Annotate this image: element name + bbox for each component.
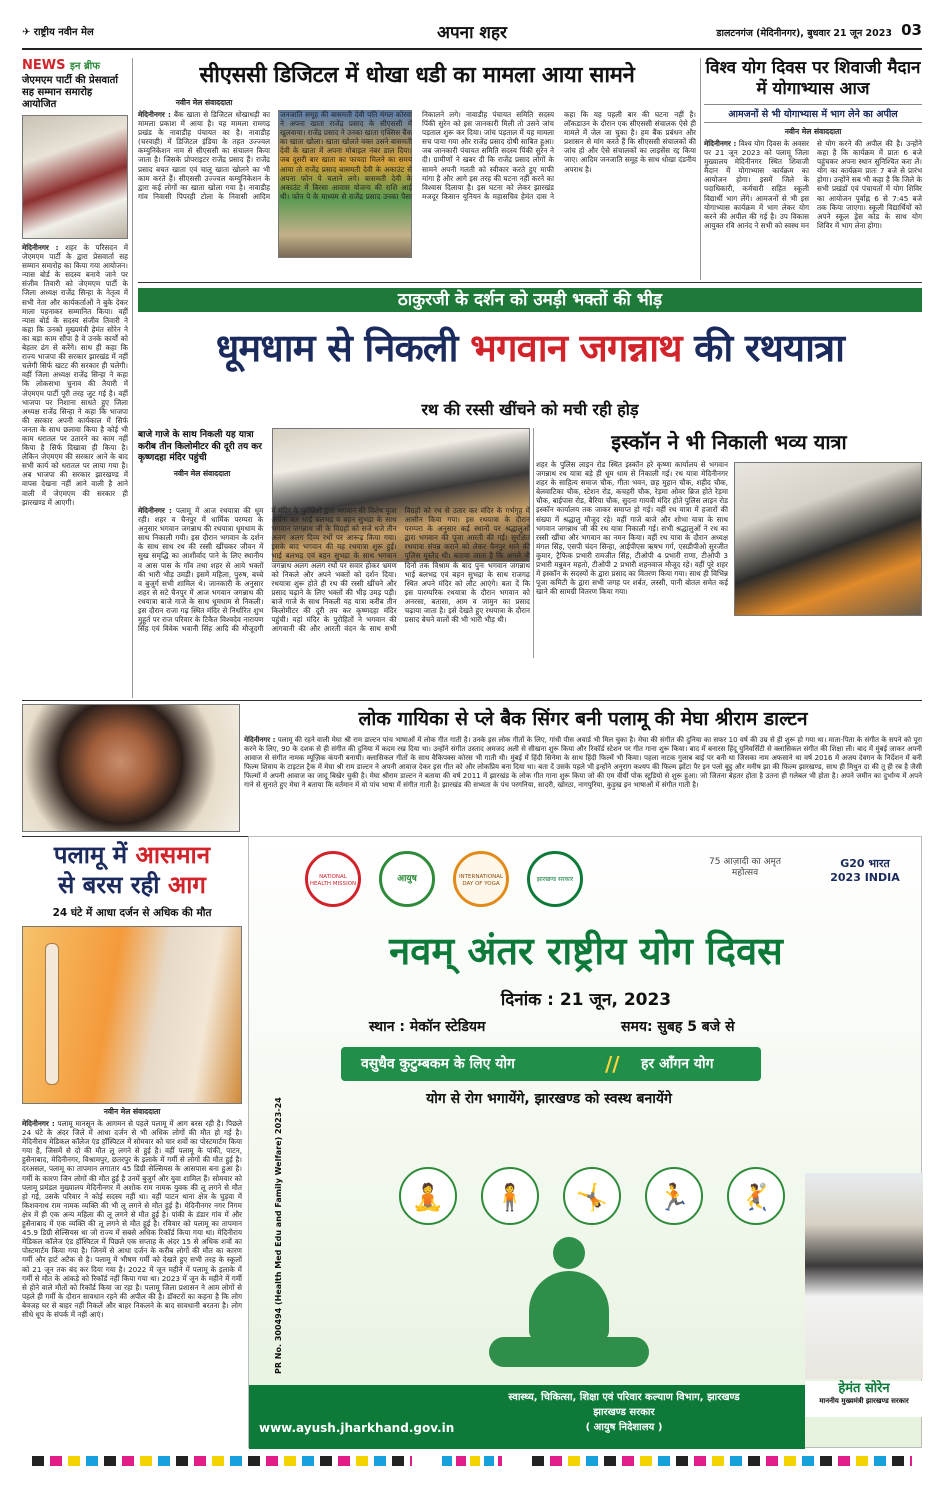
heat-headline-2a: से बरस रही: [58, 870, 168, 899]
nhm-logo-label: NATIONAL HEALTH MISSION: [309, 874, 357, 887]
yoga-story-text: विश्व योग दिवस के अवसर पर 21 जून 2023 को पलामू जिला मुख्यालय मेदिनीनगर स्थित शिवाजी मैदान में योगाभ्यास कार्यक्रम का आयोजन होगा। इसमें जिले के पदाधिकारी, कर्मचारी सहित स्कूली विद्यार्थी भाग लेंगे। आमजनों से भी इस योगाभ्यास कार्यक्रम में भाग लेकर योग करने की अपील की गई है। उप विकास आयुक्त रवि आनंद ने सभी को स्वस्थ मन से योग करने की अपील की है। उन्होंने कहा है कि कार्यक्रम में प्रातः 6 बजे पहुंचकर अपना स्थान सुनिश्चित करा लें। योग का कार्यक्रम प्रातः 7 बजे से प्रारंभ होगा। उन्होंने सब भी कहा है कि जिले के सभी प्रखंडों एवं पंचायतों में योग शिविर का आयोजन पूर्वाह्न 6 से 7:45 बजे तक किया जाएगा। स्कूली विद्यार्थियों को अपने स्कूल ड्रेस कोड के साथ योग शिविर में भाग लेना होगा।: [704, 139, 922, 230]
yoga-pose-icon: 🤾: [727, 1167, 785, 1225]
paper-name: राष्ट्रीय नवीन मेल: [33, 27, 94, 38]
lead-story: [138, 58, 696, 278]
rath-text: पलामू में आज रथयात्रा की धूम रही। शहर व चैनपुर में धार्मिक परम्परा के अनुसार भगवान जगन्नाथ की रथयात्रा धूमधाम के साथ निकाली गयी। इस दौरान भगवान के दर्शन के साथ साथ रथ की रस्सी खींचकर जीवन में सुख समृद्धि का आशीर्वाद पाने के लिए स्थानीय व आस पास के गाँव तथा शहर से आये भक्तों की भारी भीड़ उमड़ी। इसमें महिला, पुरुष, बच्चे व बुजुर्ग सभी शामिल थे। जानकारी के अनुसार शहर से सटे चैनपुर में आज भगवान जगन्नाथ की रथयात्रा बाजे गाजे के साथ धूमधाम से निकली। इस दौरान राजा गढ़ स्थित मंदिर से निर्धारित शुभ मुहूर्त पर राज परिवार के टिकैत विश्वदेव नारायण सिंह एवं विवेक भवानी सिंह आदि की मौजूदगी में मंदिर के पुरोहितों द्वारा भगवान की विशेष पूजा अर्चना कर भाई बलभद्र व बहन सुभद्रा के साथ भगवान जगन्नाथ जी के विग्रहों को सजे धजे तीन अलग अलग दिव्य रथों पर आरूढ़ किया गया। इसके बाद भगवान की यह रथयात्रा शुरू हुई। भाई बलभद्र एवं बहन सुभद्रा के साथ भगवान जगन्नाथ अलग अलग रथों पर सवार होकर भ्रमण को निकले और अपने भक्तों को दर्शन दिया। रथयात्रा शुरू होते ही रथ की रस्सी खींचने और प्रसाद चढ़ाने के लिए भक्तों की भीड़ उमड़ पड़ी। बाजे गाजे के साथ निकली यह यात्रा करीब तीन किलोमीटर की दूरी तय कर कृष्णदहा मंदिर पहुंची। यहां मंदिर के पुरोहितों ने भगवान की आगवानी की और आरती वंदन के साथ सभी विग्रहों को रथ से उतार कर मंदिर के गर्भगृह में आसीन किया गया। इस रथयात्रा के दौरान परम्परा के अनुसार कई स्थानों पर श्रद्धालुओं द्वारा भगवान की पूजा आरती की गई। सुरक्षित रथयात्रा संपन्न कराने को लेकर चैनपुर थाने की पुलिस मुस्तैद थी। बताया जाता है कि अगले नौ दिनों तक विश्राम के बाद पुनः भगवान जगन्नाथ भाई बलभद्र एवं बहन सुभद्रा के साथ राजगढ़ स्थित अपने मंदिर को लौट आएंगे। बता दें कि इस पारम्परिक रथयात्रा के दौरान भगवान को अनरसा, बतासा, आम व जामुन का प्रसाद चढ़ाया जाता है। इसे देखते हुए रथयात्रा के दौरान प्रसाद बेचने वालों की भी भारी भीड़ थी।: [138, 506, 530, 634]
rath-headline-part3: की रथयात्रा: [681, 325, 845, 370]
rath-place: मेदिनीनगर :: [138, 506, 172, 515]
iskcon-photo: [734, 462, 922, 616]
iskcon-headline: इस्कॉन ने भी निकाली भव्य यात्रा: [611, 430, 847, 454]
rath-iskcon-rule: [533, 428, 534, 658]
heat-subhead: 24 घंटे में आधा दर्जन से अधिक की मौत: [52, 907, 212, 919]
ad-theme-left: वसुधैव कुटुम्बकम के लिए योग: [361, 1056, 515, 1072]
ayush-logo-label: आयुष: [397, 874, 417, 884]
dateline: डालटनगंज (मेदिनीनगर), बुधवार 21 जून 2023: [716, 28, 892, 39]
rath-top-rule: [138, 282, 922, 283]
ad-time: समय: सुबह 5 बजे से: [621, 1019, 735, 1035]
ad-logo-row: [305, 851, 905, 915]
ad-directorate: ( आयुष निदेशालय ): [585, 1422, 663, 1433]
rath-headline-part1: धूमधाम से निकली: [215, 325, 471, 370]
lead-story-place: मेदिनीनगर :: [138, 110, 171, 119]
lead-story-headline: सीएससी डिजिटल में धोखा धडी का मामला आया सामने: [199, 62, 635, 88]
yoga-story-place: मेदिनीनगर :: [704, 139, 737, 148]
heat-headline-1a: पलामू में: [53, 840, 136, 869]
rath-byline: नवीन मेल संवाददाता: [173, 468, 231, 478]
news-brief-headline: जेएमएम पार्टी की प्रेसवार्ता सह सम्मान समारोह आयोजित: [22, 75, 118, 110]
g20-logo-label: G20 भारत 2023 INDIA: [830, 857, 900, 884]
masthead: [22, 18, 922, 48]
yoga-story-subhead: आमजनों से भी योगाभ्यास में भाग लेने का अपील: [704, 104, 922, 123]
singer-text: पलामू की रहने वाली मेघा श्री राम डाल्टन पांच भाषाओं में लोक गीत गाती है। उनके इस लोक गीतों के लिए, गांधी पीस अवार्ड भी मिल चुका है। मेघा की संगीत की दुनिया का सफर 10 वर्ष की उम्र से ही शुरू हो गया था। माता-पिता के संगीत के सपने को पूरा करने के लिए, 90 के दशक से ही संगीत की दुनिया में कदम रख दिया था। उन्होंने संगीत उस्ताद अमजद अली से सीखना शुरू किया और रिकॉर्ड स्टेशन पर गीत गाना शुरू किया। बाद में बनारस हिंदू युनिवर्सिटी से क्लासिकल संगीत की शिक्षा ली। बाद में मुंबई जाकर अपनी आवाज से संगीत नामक म्यूज़िक कंपनी बनायी। क्लासिकल गीतों के साथ वैकिपक्स कोरस भी गाती थी। मुंबई में हिंदी सिनेमा के साथ हिंदी फिल्में भी किया। पहला नाटक गुलाब बाई पर बनी था जिसका नाम अफसाने था वर्ष 2016 में अजय देवगन के निर्देशन में बनी फिल्म शिवाय के टाइटल ट्रैक में मेघा श्री राम डाल्टन ने अपनी आवाज देकर इस गीत को और लोकप्रिय बना दिया था। बता दें उसके पहले भी इन्होंने अनुराग कश्यप की फिल्म झोंटा पैर इन पलो बुट्ठ और मनीष झा की फिल्म झारखण्ड, साथ ही मिथुन दा की तू ही रब है जैसी फिल्मों में अपनी आवाज का जादू बिखेर चुकी है। मेघा श्रीराम डाल्टन ने बताया की वर्ष 2011 में झारखंड के लोक गीत गाना शुरू किया जो की एम वीर्यी पोक स्टूडियो से शुरू हुआ। जो जितना बेहतर होता है उतना ही गलेबल भी होता है। अपने जमीन का दुर्भाग्य में अपने गाने से सुनाते हुए मेघा ने बताया कि वर्तमान में वो पांच भाषा में संगीत गाती है। झारखंड की सभ्यता के पंच परगनिया, सादरी, खोरठा, नागपुरिया, कुड़ुख इन भाषाओं में संगीत गाती है।: [244, 736, 923, 789]
yoga-pose-icon: 🤸: [563, 1167, 621, 1225]
iskcon-section: [536, 428, 922, 698]
heat-headline-2b: आग: [167, 870, 206, 899]
idy-logo: [453, 851, 509, 907]
figure-head: [553, 1237, 585, 1269]
cm-name: हेमंत सोरेन: [838, 1381, 890, 1396]
ad-date: दिनांक : 21 जून, 2023: [500, 990, 672, 1010]
lead-story-body: [138, 110, 696, 276]
ad-theme-divider: //: [605, 1052, 620, 1076]
rath-side-headline: बाजे गाजे के साथ निकली यह यात्रा करीब तीन किलोमीटर की दूरी तय कर कृष्णदहा मंदिर पहुंची: [138, 430, 262, 463]
heat-headline-1b: आसमान: [135, 840, 211, 869]
heat-place: मेदिनीनगर :: [22, 1119, 55, 1128]
yoga-story-headline: विश्व योग दिवस पर शिवाजी मैदान में योगाभ्यास आज: [705, 58, 921, 99]
cm-photo: [805, 1173, 923, 1379]
rath-headline: [138, 318, 922, 378]
iskcon-text: शहर के पुलिस लाइन रोड स्थित इस्कॉन हरे कृष्णा कार्यालय से भगवान जगन्नाथ रथ यात्रा बड़े ही धूम धाम से निकाली गई। रथ यात्रा मेदिनीनगर शहर के साहित्य समाज चौक, गीता भवन, छह मुहान चौक, शहीद चौक, बेलवाटिका चौक, स्टेशन रोड, कचहरी चौक, रेड़मा ओवर ब्रिज होते रेड़मा चौक, बाईपास रोड, बैरिया चौक, सुदना गायत्री मंदिर होते पुलिस लाइन रोड इस्कॉन कार्यालय तक जाकर समाप्त हो गई। वहीं रथ यात्रा में हजारों की संख्या में श्रद्धालु मौजूद रहे। वहीं गाजे बाजे और शोभा यात्रा के साथ भगवान जगन्नाथ जी की रथ यात्रा निकाली गई। सभी श्रद्धालुओं ने रथ का रस्सी खींचा और भगवान का नमन किया। वहीं रथ यात्रा के दौरान अध्यक्ष मंगल सिंह, एसपी चंदन सिन्हा, आईपीएस ऋषभ गर्ग, एसडीपीओ सुरजीत कुमार, ट्रैफिक प्रभारी रामजीत सिंह, टीओपी 4 प्रभारी राणा, टीओपी 3 प्रभारी मन्नुवन महतो, टीओपी 2 प्रभारी शहनवाज मौजूद रहे। वहीं पूरे शहर में इस्कॉन के सदस्यों के द्वारा प्रसाद का वितरण किया गया। साथ ही विभिन्न पूजा कमिटी के द्वारा सभी जगह पर शर्बत, लस्सी, पानी बोतल समेत कई खाने की सामग्री वितरण किया गया।: [536, 460, 728, 597]
news-brief-text: शहर के परिसदन में जेएमएम पार्टी के द्वारा प्रेसवार्ता सह सम्मान समारोह का किया गया आयोजन। न्यास बोर्ड के सदस्य बनाये जाने पर संजीव तिवारी को जेएमएम पार्टी के जिला अध्यक्ष राजेंद्र सिन्हा के नेतृत्व में सभी नेता और कार्यकर्ताओं ने बुके देकर माला पहनाकर सम्मानित किया। वहीं न्यास बोर्ड के सदस्य संजीव तिवारी ने कहा कि उनको मुख्यमंत्री हेमंत सोरेन ने का बड़ा काम सौंपा है वे उनके कार्यों को बेहतर ढंग से करेंगे। साथ ही कहा कि राज्य भाजपा की सरकार झारखंड में नहीं चलेगी सिर्फ खटट की सरकार ही चलेगी। वहीं जिला अध्यक्ष राजेंद्र सिन्हा ने कहा कि लोकसभा चुनाव की तैयारी में जेएमएम पार्टी पूरी तरह जुट गई है। वहीं भाजपा पर निशाना साधते हुए जिला अध्यक्ष राजेंद्र सिन्हा ने कहा कि भाजपा की सरकार अपनी कार्यकाल में सिर्फ जनता के साथ छलावा किया है कोई भी काम धरातल पर उतारने का काम नहीं किया है सिर्फ दिखावा ही किया है। लेकिन जेएमएम की सरकार आने के बाद सभी कार्य को धरातल पर लाया गया है। अब भाजपा की सरकार झारखण्ड में वापस देखना नहीं आने वाली है आने वाली में जेएमएम की सरकार ही झारखण्ड में आएगी।: [22, 243, 128, 507]
yoga-pose-icon: 🏃: [645, 1167, 703, 1225]
news-label: NEWS: [22, 58, 66, 73]
paper-logo: [22, 24, 142, 40]
lead-story-text: बैंक खाता से डिजिटल धोखाधड़ी का मामला प्रकाश में आया है। यह मामला रामगढ़ प्रखंड के नावाडीह पंचायत का है। नावाडीह (चरवाही) में डिजिटल इंडिया के तहत उज्ज्वल कम्युनिकेशन नाम से सीएससी का संचालन किया जाता है। जिसके प्रोपराइटर राजेंद्र प्रसाद हैं। राजेंद्र प्रसाद बचत खाता एवं चालू खाता खोलने का भी काम करते हैं। सीएससी उज्ज्वल कम्युनिकेशन के द्वारा कई लोगों का खाता खोला गया है। नावाडीह गांव निवासी पिपरही टोला के निवासी आदिम जनजाति समूह की बासमती देवी पति मंगल कोरवा ने अपना खाता राजेंद्र प्रसाद के सीएससी में खुलवाया। राजेंद्र प्रसाद ने उनका खाता एक्सिस बैंक का खाता खोला। खाता खोलते वक्त उसने बासमती देवी के खाता में अपना मोबाइल नंबर डाल दिया। जब दूसरी बार खाता का फायदा मिलने का समय आया तो राजेंद्र प्रसाद बासमती देवी के अकाउंट से अपना फोन पे चलाने लगे। बासमती देवी के अकाउंट में बिरसा आवास योजना की राशि आई थी। फोन पे के माध्यम से राजेंद्र प्रसाद उनका पैसा निकालने लगे। नावाडीह पंचायत समिति सदस्य पिंकी सुरेन को इस जानकारी मिली तो उसने जांच पड़ताल शुरू कर दिया। जांच पड़ताल में यह मामला सच पाया गया और राजेंद्र प्रसाद दोषी साबित हुआ। जब जानकारी पंचायत समिति सदस्य पिंकी सुरेन ने दी। ग्रामीणों ने खबर दी कि राजेंद्र प्रसाद लोगों के सामने अपनी गलती को स्वीकार करते हुए माफी मांगा है और आगे इस तरह की घटना नहीं करने का विश्वास दिलाया है। इस घटना को लेकर झारखंड मजदूर किसान यूनियन के महासचिव हेमंत दास ने कहा कि यह पहली बार की घटना नहीं है। लॉकडाउन के दौरान एक सीएससी संचालक ऐसे ही मामले में जेल जा चुका है। हम बैंक प्रबंधन और प्रशासन से मांग करते हैं कि सीएससी संचालकों की जांच हो और ऐसे संचालकों का लाइसेंस रद्द किया जाए। आदिम जनजाति समूह के साथ धोखा दंडनीय अपराध है।: [138, 110, 696, 201]
section-title: अपना शहर: [437, 23, 507, 43]
heat-headline-line1: [22, 840, 242, 870]
singer-headline: लोक गायिका से प्ले बैक सिंगर बनी पलामू की मेघा श्रीराम डाल्टन: [358, 708, 808, 730]
singer-top-rule: [22, 700, 922, 701]
iskcon-body-top: [536, 460, 728, 597]
lead-story-byline: नवीन मेल संवाददाता: [175, 98, 233, 107]
g20-logo: [825, 857, 905, 907]
nhm-logo: [305, 851, 361, 907]
news-brief: [22, 58, 128, 698]
yoga-story-body: [704, 139, 922, 289]
cm-title: माननीय मुख्यमंत्री झारखण्ड सरकार: [819, 1397, 909, 1405]
left-column-rule: [132, 58, 133, 698]
news-brief-body: [22, 243, 128, 507]
jharkhand-seal-label: झारखण्ड सरकार: [536, 876, 574, 883]
azadi-logo: [705, 857, 785, 907]
yoga-story-byline: नवीन मेल संवाददाता: [784, 127, 842, 136]
singer-place: मेदिनीनगर :: [244, 736, 276, 744]
thermometer-icon: [45, 943, 59, 1085]
ad-venue: स्थान : मेकॉन स्टेडियम: [369, 1019, 486, 1035]
cm-nameplate: [805, 1381, 923, 1417]
meditating-figure-icon: [469, 1237, 669, 1387]
ad-theme-right: हर आँगन योग: [641, 1056, 714, 1072]
azadi-logo-label: 75 आज़ादी का अमृत महोत्सव: [709, 857, 781, 878]
ad-dept: स्वास्थ्य, चिकित्सा, शिक्षा एवं परिवार कल्याण विभाग, झारखण्ड: [508, 1392, 740, 1403]
heat-headline-line2: [22, 870, 242, 900]
rath-headline-part2: भगवान जगन्नाथ: [470, 325, 682, 370]
ad-website-link[interactable]: www.ayush.jharkhand.gov.in: [259, 1421, 455, 1435]
lead-yoga-rule: [700, 58, 701, 280]
news-brief-place: मेदिनीनगर :: [22, 243, 59, 252]
singer-body: [244, 736, 922, 832]
figure-body: [529, 1271, 609, 1341]
ad-govt: झारखण्ड सरकार: [593, 1407, 655, 1418]
ad-footer: [249, 1385, 805, 1449]
rath-subhead: रथ की रस्सी खींचने को मची रही होड़: [421, 400, 639, 419]
registration-strip: [22, 1454, 922, 1468]
rath-body: [138, 506, 530, 698]
ayush-logo: [379, 851, 435, 907]
brief-label: इन ब्रीफ: [70, 61, 100, 72]
ad-pr-number: PR No. 300494 (Health Med Edu and Family Welfare) 2023-24: [274, 1097, 283, 1374]
heat-text: पलामू मानसून के आगमन से पहले पलामू में आग बरस रही है। पिछले 24 घंटे के अंदर जिले में आधा दर्जन से भी अधिक लोगों की मौत हो गई है। मेदिनीराय मेडिकल कॉलेज एंड हॉस्पिटल में सोमवार को चार शवों का पोस्टमार्टम किया गया है, जिसमें से दो की मौत लू लगने से हुई है। वहीं पलामू के पांकी, पाटन, हुसैनाबाद, मेदिनीनगर, विश्रामपुर, छतरपुर के इलाके में गर्मी से लोगों की मौत हुई है। दरअसल, पलामू का तापमान लगातार 45 डिग्री सेल्सियस के आसपास बना हुआ है। गर्मी के कारण जिन लोगों की मौत हुई है उनमें बुजुर्ग और युवा शामिल हैं। सोमवार को पलामू प्रमंडल मुख्यालय मेदिनीनगर में अशोक राम नामक युवक की लू लगने से मौत हो गई, उसके परिवार ने कोई सदस्य नहीं था। वहीं पाटन थाना क्षेत्र के घुड़वा में किशवनाथ राम नामक व्यक्ति की भी लू लगने से मौत हुई है। मेदिनीनगर नगर निगम क्षेत्र में ही एक अन्य महिला की लू लगने से मौत हुई है। पांकी के डंडार गांव में और हुसैनाबाद में एक व्यक्ति की लू लगने से मौत हुई है। रविवार को पलामू का तापमान 45.9 डिग्री सेल्सियस था जो राज्य में सबसे अधिक रिकॉर्ड किया गया था। मेदिनीराय मेडिकल कॉलेज एंड हॉस्पिटल में पिछले एक सप्ताह के अंदर 15 से अधिक शवों का पोस्टमार्टम किया गया है। जिनमें से आधा दर्जन के करीब लोगों की मौत का कारण गर्मी और हार्ट अटैक से है। पलामू में भीषण गर्मी को देखते हुए सभी तरह के स्कूलों को 21 जून तक बंद कर दिया गया है। 2022 में जून महीने में पलामू के इलाके में गर्मी से मौत के आंकड़े को रिकॉर्ड नहीं किया गया था। 2023 में जून के महीने में गर्मी से होने वाले मौतों को रिकॉर्ड किया जा रहा है। पलामू जिला प्रशासन ने आम लोगों से पहले ही गर्मी के दौरान सावधान रहने की अपील की है। डॉक्टरों का कहना है कि लोग बेवजह घर से बाहर नहीं निकलें और बाहर निकलने के बाद सावधानी बरतना है। लोग सीधे धूप के संपर्क में नहीं आएं।: [22, 1119, 242, 1319]
heat-photo: [22, 926, 242, 1104]
yoga-story: [704, 58, 922, 280]
figure-legs: [489, 1337, 649, 1367]
singer-photo: [22, 704, 240, 832]
ad-slogan: योग से रोग भगायेंगे, झारखण्ड को स्वस्थ बनायेंगे: [426, 1091, 672, 1107]
idy-logo-label: INTERNATIONAL DAY OF YOGA: [458, 874, 504, 887]
heat-byline: नवीन मेल संवाददाता: [103, 1107, 161, 1116]
registration-dots: [442, 1456, 502, 1466]
jharkhand-seal: [527, 851, 583, 907]
heat-headline: [22, 840, 242, 900]
yoga-pose-icon: 🧍: [481, 1167, 539, 1225]
ad-theme-band: [341, 1047, 761, 1081]
ad-title: नवम् अंतर राष्ट्रीय योग दिवस: [389, 928, 783, 973]
page-number: 03: [901, 21, 922, 39]
bird-icon: ✈: [22, 27, 31, 38]
heat-story: [22, 840, 242, 1450]
rath-kicker: ठाकुरजी के दर्शन को उमड़ी भक्तों की भीड़: [138, 288, 922, 312]
news-brief-photo: [22, 115, 128, 239]
news-brief-label: [22, 58, 128, 73]
heat-body: [22, 1119, 242, 1449]
yoga-poses-row: [399, 1167, 779, 1237]
registration-blocks-left: [32, 1456, 412, 1466]
yoga-ad: [248, 836, 922, 1448]
masthead-rule: [22, 48, 922, 50]
registration-blocks-right: [532, 1456, 912, 1466]
yoga-pose-icon: 🧘: [399, 1167, 457, 1225]
